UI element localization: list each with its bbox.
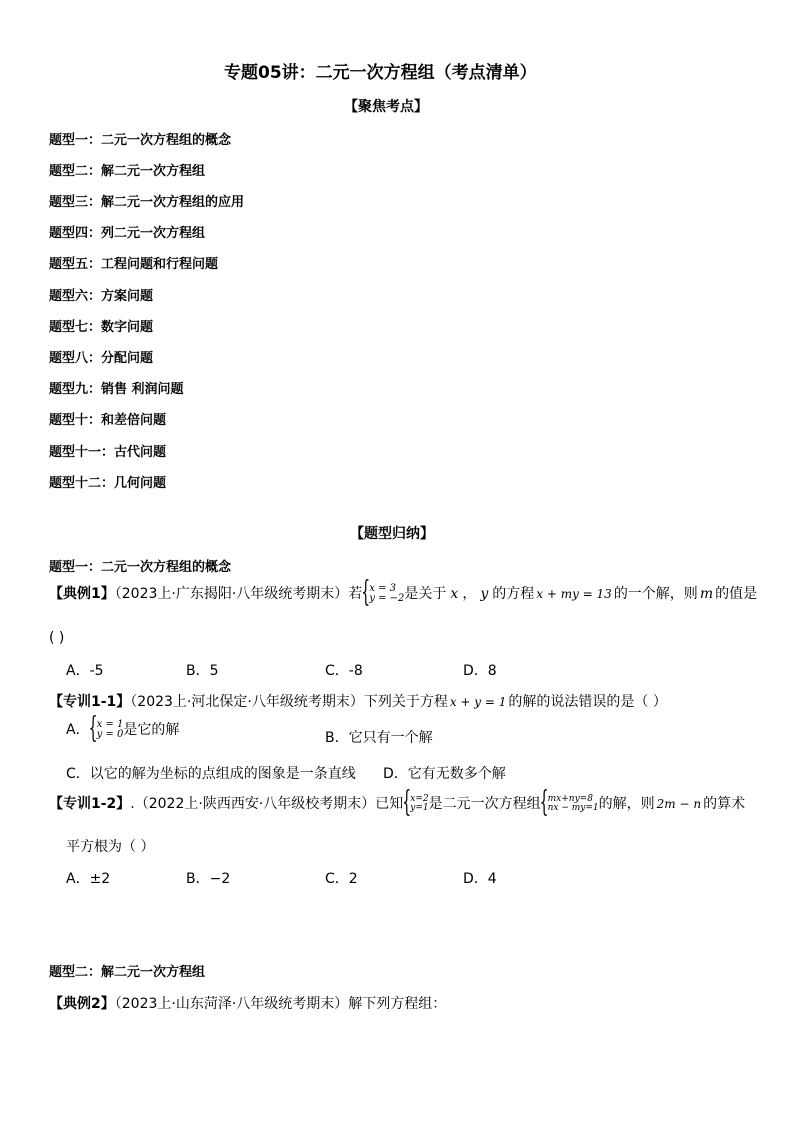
option-a: A． { x = 1 y = 0 是它的解: [66, 712, 180, 747]
topic-item: 题型九：销售 利润问题: [49, 382, 184, 397]
option-c: C．以它的解为坐标的点组成的图象是一条直线: [66, 766, 356, 782]
focus-heading: 【聚焦考点】: [344, 99, 428, 115]
example-tag: 【典例1】: [49, 586, 115, 602]
topic-item: 题型三：解二元一次方程组的应用: [49, 195, 245, 210]
option-d: D．它有无数多个解: [383, 766, 506, 782]
equation: x + my = 13: [536, 587, 612, 601]
topic-item: 题型八：分配问题: [49, 351, 154, 366]
option-d: D．8: [463, 663, 497, 679]
option-a: A．±2: [66, 871, 111, 887]
topic-item: 题型十：和差倍问题: [49, 413, 167, 428]
example-2: 【典例2】（2023上·山东菏泽·八年级统考期末）解下列方程组：: [49, 996, 447, 1012]
drill-1-2: 【专训1-2】.（2022上·陕西西安·八年级校考期末）已知 { x=2 y=1 是二元一次方程组 { mx+ny=8 nx − my=1 的解，则 2m − n 的算术: [49, 786, 746, 821]
topic-item: 题型十二：几何问题: [49, 476, 167, 491]
drill-tag: 【专训1-1】: [49, 694, 131, 710]
drill-1-1: 【专训1-1】（2023上·河北保定·八年级统考期末）下列关于方程 x + y = 1 的解的说法错误的是（ ）: [49, 694, 667, 710]
type-heading: 题型二：解二元一次方程组: [49, 965, 206, 980]
option-b: B．−2: [186, 871, 231, 887]
example-source: （2023上·广东揭阳·八年级统考期末）若: [114, 586, 363, 602]
option-d: D．4: [463, 871, 497, 887]
topic-item: 题型六：方案问题: [49, 289, 154, 304]
topic-item: 题型四：列二元一次方程组: [49, 226, 206, 241]
answer-bracket: ( ): [49, 630, 65, 646]
topic-item: 题型五：工程问题和行程问题: [49, 257, 219, 272]
solution-system: { x = 1 y = 0: [88, 712, 124, 747]
topic-item: 题型十一：古代问题: [49, 445, 167, 460]
topic-item: 题型七：数字问题: [49, 320, 154, 335]
topic-item: 题型一：二元一次方程组的概念: [49, 133, 232, 148]
solution-system: { x = 3 y = −2: [361, 576, 405, 611]
equation-system: { mx+ny=8 nx − my=1: [539, 786, 599, 821]
option-c: C．2: [325, 871, 358, 887]
option-b: B．它只有一个解: [325, 730, 433, 746]
example-1: 【典例1】（2023上·广东揭阳·八年级统考期末）若 { x = 3 y = −2 是关于 x ， y 的方程 x + my = 13 的一个解，则 m 的值是: [49, 576, 758, 611]
option-c: C．-8: [325, 663, 363, 679]
solution-system: { x=2 y=1: [402, 786, 429, 821]
example-tag: 【典例2】: [49, 996, 115, 1012]
drill-line-2: 平方根为（ ）: [66, 839, 155, 855]
equation: x + y = 1: [449, 695, 507, 709]
drill-tag: 【专训1-2】: [49, 796, 131, 812]
summary-heading: 【题型归纳】: [350, 526, 434, 542]
topic-item: 题型二：解二元一次方程组: [49, 164, 206, 179]
type-heading: 题型一：二元一次方程组的概念: [49, 560, 232, 575]
option-b: B．5: [186, 663, 219, 679]
expression: 2m − n: [656, 797, 702, 811]
option-a: A．-5: [66, 663, 104, 679]
page-title: 专题05讲：二元一次方程组（考点清单）: [224, 63, 537, 83]
